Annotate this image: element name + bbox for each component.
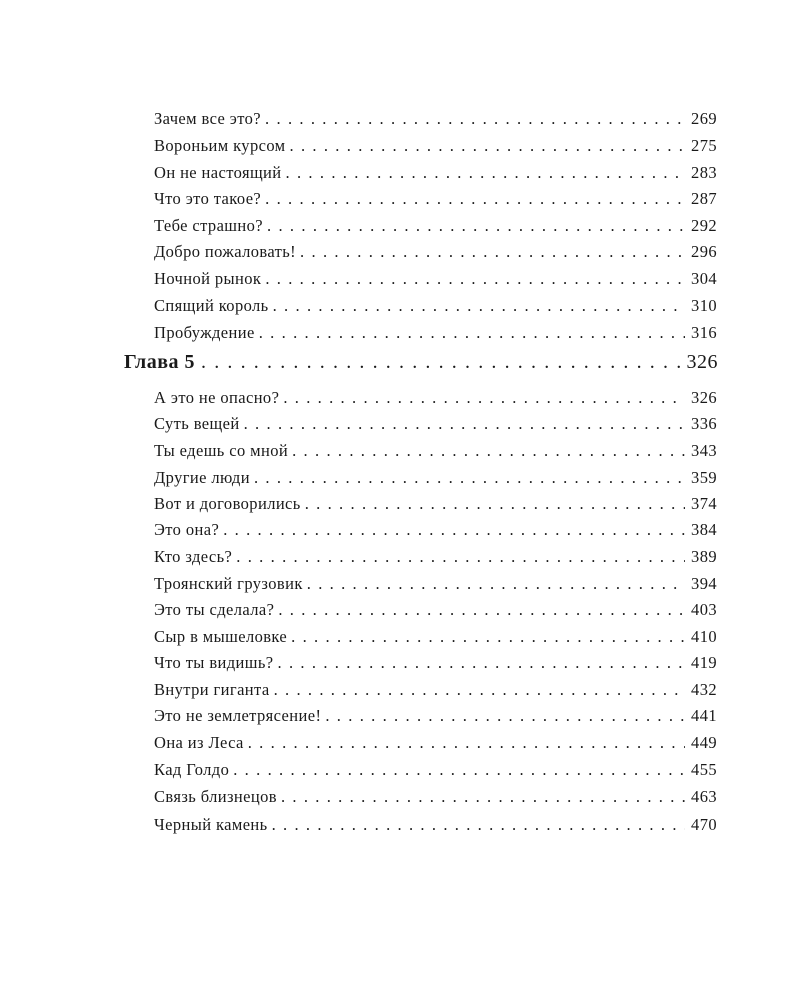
dot-leader: [236, 547, 685, 567]
dot-leader: [254, 468, 685, 488]
toc-entry: [154, 600, 717, 620]
dot-leader: [274, 680, 685, 700]
toc-entry-page: 304: [691, 269, 717, 288]
toc-entry-page: 394: [691, 574, 717, 593]
toc-entry-title: Внутри гиганта: [154, 680, 270, 699]
toc-entry-title: Это ты сделала?: [154, 600, 275, 619]
toc-entry-page: 269: [691, 109, 717, 128]
toc-entry: [154, 136, 717, 156]
toc-entry: [154, 494, 717, 514]
toc-entry-title: А это не опасно?: [154, 388, 280, 407]
toc-entry-title: Сыр в мышеловке: [154, 627, 288, 646]
dot-leader: [273, 296, 685, 316]
toc-entry-title: Это она?: [154, 520, 220, 539]
toc-entry-page: 316: [691, 323, 717, 342]
dot-leader: [201, 351, 685, 374]
toc-entry-title: Троянский грузовик: [154, 574, 303, 593]
toc-entry-page: 343: [691, 441, 717, 460]
toc-entry-page: 292: [691, 216, 717, 235]
toc-entry: [154, 242, 717, 262]
dot-leader: [291, 627, 685, 647]
toc-entry-title: Кто здесь?: [154, 547, 233, 566]
toc-entry-title: Вороньим курсом: [154, 136, 286, 155]
toc-entry: [154, 574, 717, 594]
dot-leader: [300, 242, 685, 262]
toc-entry-title: Добро пожаловать!: [154, 242, 297, 261]
toc-entry-page: 449: [691, 733, 717, 752]
toc-entry-title: Что ты видишь?: [154, 653, 274, 672]
dot-leader: [305, 494, 685, 514]
toc-entry: [154, 653, 717, 673]
toc-entry-title: Тебе страшно?: [154, 216, 264, 235]
toc-entry: [154, 388, 717, 408]
chapter-title: Глава 5: [124, 351, 195, 373]
toc-entry-title: Спящий король: [154, 296, 269, 315]
toc-entry-page: 441: [691, 706, 717, 725]
dot-leader: [265, 189, 685, 209]
toc-entry-page: 463: [691, 787, 717, 806]
dot-leader: [265, 269, 685, 289]
toc-entry-title: Вот и договорились: [154, 494, 301, 513]
toc-entry-title: Ночной рынок: [154, 269, 262, 288]
toc-entry-title: Связь близнецов: [154, 787, 277, 806]
dot-leader: [325, 706, 685, 726]
toc-entry: [154, 323, 717, 343]
toc-entry: [154, 520, 717, 540]
toc-entry-page: 455: [691, 760, 717, 779]
toc-entry: [154, 815, 717, 835]
toc-entry-title: Он не настоящий: [154, 163, 282, 182]
chapter-page: 326: [686, 351, 718, 373]
toc-entry-page: 336: [691, 414, 717, 433]
toc-entry-page: 410: [691, 627, 717, 646]
dot-leader: [307, 574, 685, 594]
toc-entry-title: Пробуждение: [154, 323, 255, 342]
toc-entry-page: 296: [691, 242, 717, 261]
dot-leader: [278, 653, 686, 673]
dot-leader: [283, 388, 685, 408]
toc-entry: [154, 296, 717, 316]
toc-entry-title: Ты едешь со мной: [154, 441, 289, 460]
toc-entry-title: Суть вещей: [154, 414, 240, 433]
toc-entry-page: 470: [691, 815, 717, 834]
toc-entry: [154, 468, 717, 488]
dot-leader: [265, 109, 685, 129]
toc-entry: [154, 414, 717, 434]
toc-entry-page: 359: [691, 468, 717, 487]
toc-entry: [154, 733, 717, 753]
toc-entry: [154, 109, 717, 129]
dot-leader: [223, 520, 685, 540]
toc-entry-page: 310: [691, 296, 717, 315]
toc-entry-title: Зачем все это?: [154, 109, 262, 128]
dot-leader: [267, 216, 685, 236]
toc-entry: [154, 189, 717, 209]
toc-entry-page: 432: [691, 680, 717, 699]
toc-entry-page: 326: [691, 388, 717, 407]
toc-entry-title: Черный камень: [154, 815, 268, 834]
toc-entry-title: Она из Леса: [154, 733, 244, 752]
toc-entry-page: 287: [691, 189, 717, 208]
toc-entry-page: 403: [691, 600, 717, 619]
dot-leader: [259, 323, 685, 343]
toc-entry-title: Что это такое?: [154, 189, 262, 208]
toc-entry: [154, 269, 717, 289]
toc-entry: [154, 627, 717, 647]
dot-leader: [290, 136, 686, 156]
toc-entry: [154, 706, 717, 726]
toc-entry: [154, 216, 717, 236]
toc-entry-title: Другие люди: [154, 468, 250, 487]
toc-entry-page: 283: [691, 163, 717, 182]
toc-entry: [154, 680, 717, 700]
toc-entry-title: Это не землетрясение!: [154, 706, 322, 725]
dot-leader: [248, 733, 685, 753]
toc-chapter-heading: [124, 351, 718, 374]
dot-leader: [233, 760, 685, 780]
toc-entry-page: 389: [691, 547, 717, 566]
dot-leader: [292, 441, 685, 461]
toc-entry: [154, 787, 717, 807]
toc-entry: [154, 760, 717, 780]
toc-entry: [154, 547, 717, 567]
toc-entry: [154, 441, 717, 461]
toc-entry: [154, 163, 717, 183]
toc-entry-page: 384: [691, 520, 717, 539]
toc-entry-page: 419: [691, 653, 717, 672]
toc-entry-title: Кад Голдо: [154, 760, 230, 779]
dot-leader: [244, 414, 685, 434]
dot-leader: [272, 815, 685, 835]
toc-entry-page: 374: [691, 494, 717, 513]
dot-leader: [281, 787, 685, 807]
dot-leader: [278, 600, 685, 620]
toc-entry-page: 275: [691, 136, 717, 155]
dot-leader: [286, 163, 686, 183]
